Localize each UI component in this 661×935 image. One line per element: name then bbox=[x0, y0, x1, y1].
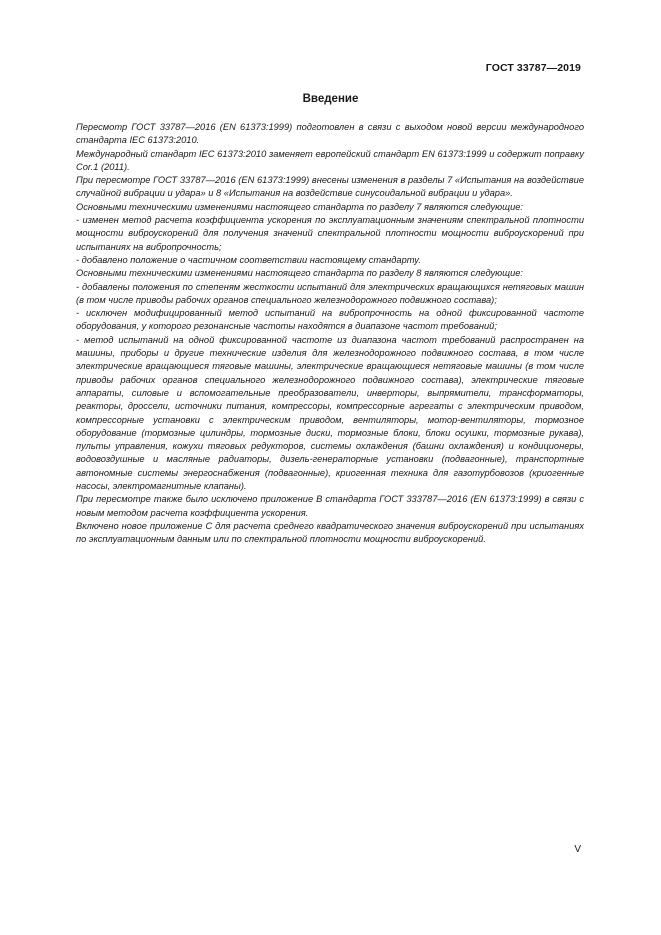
list-item-section7-partial: - добавлено положение о частичном соответствии настоящему стандарту. bbox=[76, 254, 421, 265]
paragraph-changes-sections: При пересмотре ГОСТ 33787—2016 (EN 61373:1999) внесены изменения в разделы 7 «Испытания на воздействие случайной вибрации и удара» и 8 «Испытания на воздействие синусоидальной вибрации и удара». bbox=[76, 175, 584, 199]
paragraph-appendix-c: Включено новое приложение С для расчета среднего квадратического значения виброускорений при испытаниях по эксплуатационным данным или по спектральной плотности мощности виброускорений. bbox=[76, 520, 584, 545]
paragraph-replacement: Международный стандарт IEC 61373:2010 заменяет европейский стандарт EN 61373:1999 и содержит поправку Cor.1 (2011). bbox=[76, 148, 584, 172]
list-item-section8-severity: - добавлены положения по степеням жесткости испытаний для электрических вращающихся нетяговых машин (в том числе приводы рабочих органов специального железнодорожного подвижного состава); bbox=[76, 281, 584, 305]
list-item-section7-method: - изменен метод расчета коэффициента ускорения по эксплуатационным значениям спектральной плотности мощности виброускорений для получения значений спектральной плотности мощности виброускорений при испытаниях на вибропрочность; bbox=[76, 215, 584, 252]
list-item-section8-excluded: - исключен модифицированный метод испытаний на вибропрочность на одной фиксированной частоте оборудования, у которого резонансные частоты находятся в диапазоне частот требований; bbox=[76, 308, 584, 332]
list-item-section8-extended: - метод испытаний на одной фиксированной частоте из диапазона частот требований распространен на машины, приборы и другие технические изделия для железнодорожного подвижного состава, в том числе электрические вращающиеся тяговые машины, электрические вращающиеся нетяговые машины (в том числе приводы рабочих органов специального железнодорожного подвижного состава), электрические тяговые аппараты, силовые и вспомогательные преобразователи, инверторы, выпрямители, трансформаторы, реакторы, дроссели, источники питания, компрессоры, компрессорные агрегаты с электрическим приводом, компрессорные установки с электрическим приводом, вентиляторы, мотор-вентиляторы, тормозное оборудование (тормозные цилиндры, тормозные диски, тормозные блоки, блоки осушки, тормозные рукава), пульты управления, кожухи тяговых редукторов, системы охлаждения (башни охлаждения) и кондиционеры, водовоздушные и масляные радиаторы, дизель-генераторные установки (подвагонные), транспортные автономные системы энергоснабжения (подвагонные), криогенная техника для газотурбовозов (криогенные насосы, электромагнитные клапаны). bbox=[76, 334, 584, 492]
page-number: V bbox=[574, 844, 581, 855]
introduction-body bbox=[76, 121, 584, 547]
section-title: Введение bbox=[302, 93, 359, 105]
paragraph-section7-intro: Основными техническими изменениями настоящего стандарта по разделу 7 являются следующие: bbox=[76, 201, 523, 212]
paragraph-section8-intro: Основными техническими изменениями настоящего стандарта по разделу 8 являются следующие: bbox=[76, 268, 523, 279]
standard-number-header: ГОСТ 33787—2019 bbox=[485, 62, 581, 74]
paragraph-appendix-b: При пересмотре также было исключено приложение В стандарта ГОСТ 333787—2016 (EN 61373:1999) в связи с новым методом расчета коэффициента ускорения. bbox=[76, 494, 584, 518]
paragraph-revision: Пересмотр ГОСТ 33787—2016 (EN 61373:1999) подготовлен в связи с выходом новой версии международного стандарта IEC 61373:2010. bbox=[76, 122, 584, 146]
